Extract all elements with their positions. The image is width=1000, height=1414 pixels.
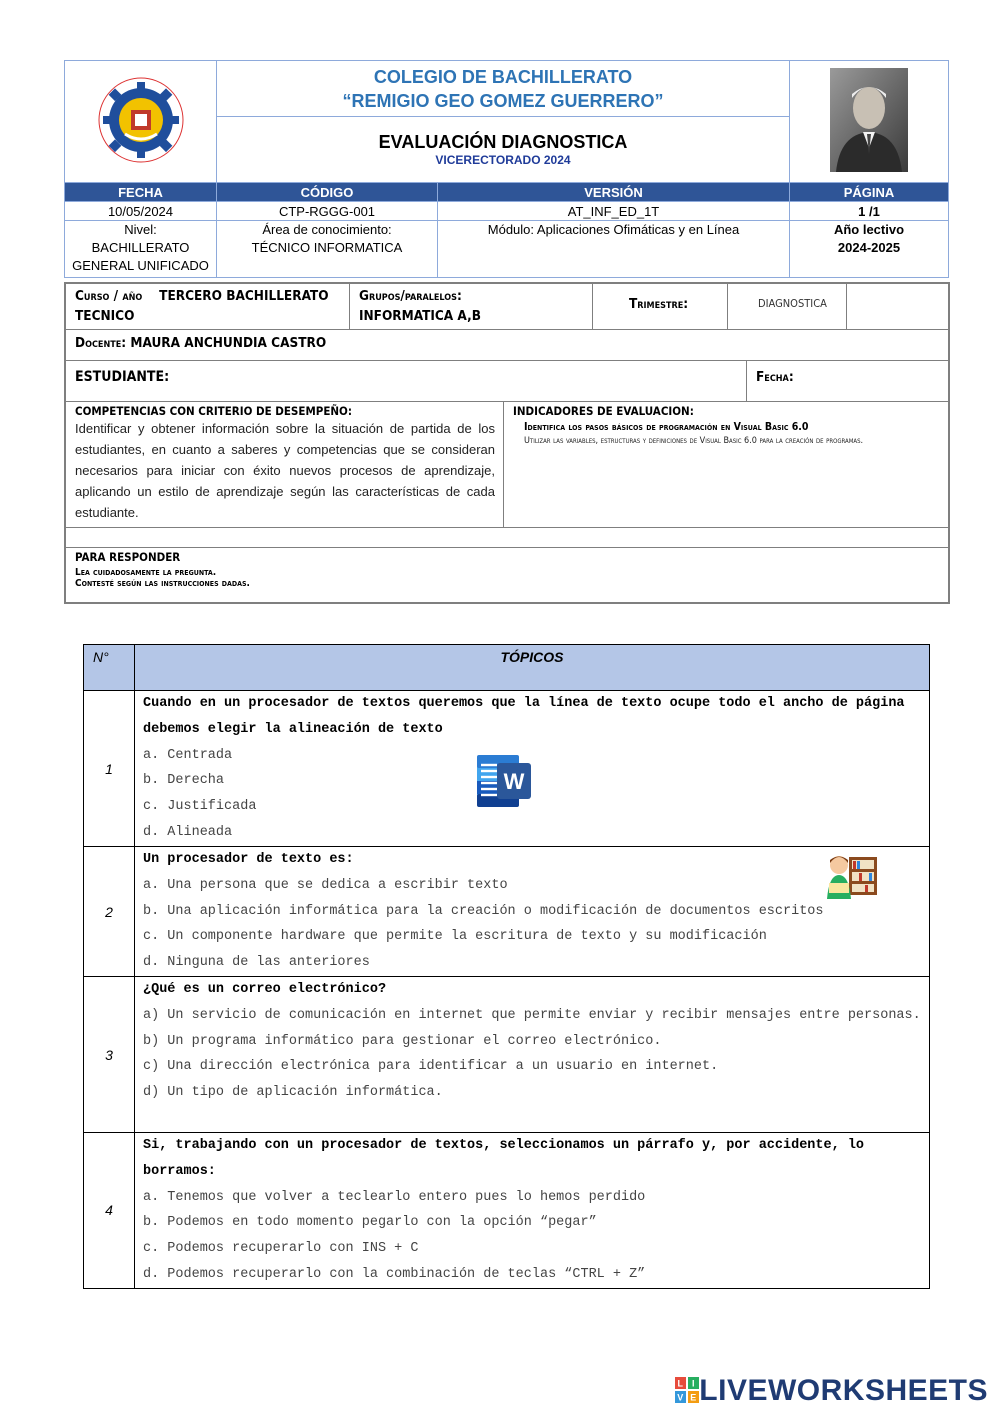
anio-cell	[790, 221, 949, 278]
option-c: c. Podemos recuperarlo con INS + C	[143, 1241, 419, 1257]
curso-value-1: TERCERO BACHILLERATO	[159, 288, 329, 304]
fecha-header: FECHA	[65, 183, 217, 202]
badge-letter: E	[690, 1392, 698, 1403]
docente-cell	[75, 335, 326, 351]
option-c: c) Una dirección electrónica para identificar a un usuario en internet.	[143, 1059, 719, 1075]
competencias-title: COMPETENCIAS CON CRITERIO DE DESEMPEÑO:	[75, 404, 352, 418]
evaluation-title: EVALUACIÓN DIAGNOSTICA	[378, 132, 628, 152]
question-number: 4	[84, 1133, 135, 1289]
school-line-2: “REMIGIO GEO GOMEZ GUERRERO”	[342, 90, 664, 111]
evaluation-title-cell	[217, 117, 790, 183]
curso-label: Curso / año	[75, 288, 143, 304]
liveworksheets-logo[interactable]	[675, 1374, 988, 1408]
curso-row	[66, 284, 948, 330]
badge-letter: L	[677, 1378, 684, 1389]
spacer-row	[66, 528, 948, 548]
codigo-value: CTP-RGGG-001	[217, 202, 438, 221]
grupos-label: Grupos/paralelos:	[359, 288, 462, 304]
pagina-header: PÁGINA	[790, 183, 949, 202]
badge-letter: I	[692, 1378, 696, 1389]
school-logo-icon	[95, 74, 187, 166]
question-number: 1	[84, 691, 135, 847]
question-text: Si, trabajando con un procesador de textos, seleccionamos un párrafo y, por accidente, lo borramos:	[143, 1138, 865, 1179]
trimestre-label: Trimestre:	[629, 296, 689, 312]
modulo-value: Módulo: Aplicaciones Ofimáticas y en Línea	[487, 222, 740, 237]
option-b: b. Derecha	[143, 773, 225, 789]
nivel-label: Nivel:	[124, 222, 157, 237]
fecha-label: Fecha:	[756, 369, 794, 385]
pagina-value: 1 /1	[790, 202, 949, 221]
grupos-value: INFORMATICA A,B	[359, 308, 481, 324]
portrait-cell	[790, 61, 949, 183]
grupos-cell	[349, 284, 592, 329]
question-cell	[135, 977, 930, 1133]
option-b: b. Podemos en todo momento pegarlo con la opción “pegar”	[143, 1215, 597, 1231]
header-table	[64, 60, 949, 278]
question-row-3	[84, 977, 930, 1133]
vicerrectorado-label: VICERECTORADO 2024	[435, 153, 571, 167]
school-logo-cell	[65, 61, 217, 183]
responder-row	[66, 548, 948, 602]
option-b: b) Un programa informático para gestionar el correo electrónico.	[143, 1033, 662, 1049]
fecha-cell	[746, 361, 948, 401]
question-text: Un procesador de texto es:	[143, 852, 354, 867]
num-header: N°	[84, 645, 135, 691]
question-row-2	[84, 847, 930, 977]
indicadores-cell	[503, 402, 948, 527]
reading-child-icon	[825, 851, 879, 912]
option-d: d. Podemos recuperarlo con la combinación de teclas “CTRL + Z”	[143, 1266, 646, 1282]
question-cell	[135, 847, 930, 977]
question-cell	[135, 691, 930, 847]
curso-value-2: TECNICO	[75, 308, 135, 324]
liveworksheets-text: LIVEWORKSHEETS	[699, 1374, 988, 1407]
area-value: TÉCNICO INFORMATICA	[251, 240, 403, 255]
question-row-4	[84, 1133, 930, 1289]
nivel-cell	[65, 221, 217, 278]
version-header: VERSIÓN	[438, 183, 790, 202]
word-icon-letter: W	[503, 769, 525, 794]
responder-line-2: Contesté según las instrucciones dadas.	[75, 578, 250, 589]
docente-label: Docente:	[75, 335, 127, 351]
portrait-photo-icon	[830, 68, 908, 172]
meta-row	[65, 221, 949, 278]
option-a: a. Tenemos que volver a teclearlo entero pues lo hemos perdido	[143, 1189, 646, 1205]
info-box	[64, 282, 950, 604]
question-text: ¿Qué es un correo electrónico?	[143, 982, 387, 997]
option-a: a) Un servicio de comunicación en internet que permite enviar y recibir mensajes entre personas.	[143, 1007, 921, 1023]
indicador-1: Identifica los pasos básicos de programación en Visual Basic 6.0	[524, 421, 809, 433]
question-text: Cuando en un procesador de textos queremos que la línea de texto ocupe todo el ancho de página debemos elegir la alineación de texto	[143, 696, 905, 737]
question-number: 2	[84, 847, 135, 977]
option-d: d. Ninguna de las anteriores	[143, 955, 370, 971]
trimestre-extra-cell	[846, 284, 948, 329]
option-d: d) Un tipo de aplicación informática.	[143, 1085, 443, 1101]
version-value: AT_INF_ED_1T	[438, 202, 790, 221]
area-cell	[217, 221, 438, 278]
option-a: a. Centrada	[143, 747, 233, 763]
liveworksheets-badge-icon	[675, 1377, 699, 1403]
anio-value: 2024-2025	[837, 240, 901, 255]
trimestre-value-cell	[727, 284, 846, 329]
badge-letter: V	[677, 1392, 685, 1403]
area-label: Área de conocimiento:	[262, 222, 392, 237]
column-headers-row	[65, 183, 949, 202]
topics-header: TÓPICOS	[135, 645, 930, 691]
responder-title: PARA RESPONDER	[75, 550, 181, 564]
competencias-row	[66, 402, 948, 528]
question-cell	[135, 1133, 930, 1289]
trimestre-label-cell	[592, 284, 727, 329]
word-icon	[473, 751, 535, 822]
estudiante-row	[66, 361, 948, 402]
anio-label: Año lectivo	[833, 222, 905, 237]
option-a: a. Una persona que se dedica a escribir texto	[143, 877, 508, 893]
competencias-text: Identificar y obtener información sobre la situación de partida de los estudiantes, en cuanto a saberes y competencias que se consideran necesarios para iniciar con éxito nuevos procesos de aprendizaje, aplicando un estilo de aprendizaje según las características de cada estudiante.	[75, 421, 495, 520]
topics-header-row	[84, 645, 930, 691]
docente-row	[66, 330, 948, 361]
trimestre-value: DIAGNOSTICA	[758, 297, 827, 310]
option-c: c. Un componente hardware que permite la escritura de texto y su modificación	[143, 929, 767, 945]
indicador-2: Utilizar las variables, estructuras y definiciones de Visual Basic 6.0 para la creación de programas.	[524, 436, 864, 446]
question-row-1	[84, 691, 930, 847]
fecha-value: 10/05/2024	[65, 202, 217, 221]
school-line-1: COLEGIO DE BACHILLERATO	[373, 66, 633, 87]
codigo-header: CÓDIGO	[217, 183, 438, 202]
nivel-value-2: GENERAL UNIFICADO	[72, 258, 209, 273]
question-number: 3	[84, 977, 135, 1133]
competencias-cell	[75, 402, 495, 523]
docente-value: MAURA ANCHUNDIA CASTRO	[130, 335, 327, 351]
nivel-value-1: BACHILLERATO	[91, 240, 190, 255]
option-c: c. Justificada	[143, 799, 257, 815]
modulo-cell	[438, 221, 790, 278]
topics-table	[83, 644, 930, 1289]
option-b: b. Una aplicación informática para la creación o modificación de documentos escritos	[143, 903, 824, 919]
estudiante-label: ESTUDIANTE:	[75, 369, 170, 385]
option-d: d. Alineada	[143, 824, 233, 840]
school-name-cell	[217, 61, 790, 117]
column-values-row	[65, 202, 949, 221]
responder-line-1: Lea cuidadosamente la pregunta.	[75, 567, 217, 578]
indicadores-title: INDICADORES DE EVALUACION:	[513, 404, 694, 418]
curso-cell	[75, 286, 345, 326]
